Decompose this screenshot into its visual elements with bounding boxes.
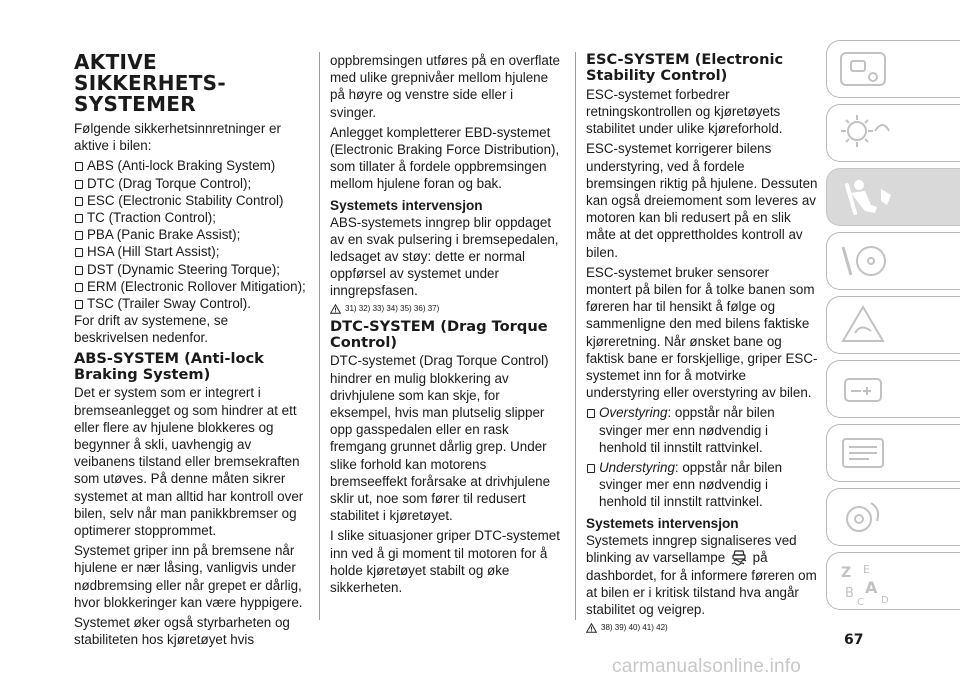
intro-text: Følgende sikkerhetsinnretninger er aktive i bilen: bbox=[74, 121, 281, 154]
column-divider bbox=[575, 52, 576, 620]
list-item: DST (Dynamic Steering Torque); bbox=[74, 261, 306, 278]
maintenance-icon bbox=[837, 367, 893, 411]
tab-dashboard-lights[interactable] bbox=[826, 104, 960, 162]
dtc-paragraph-2: I slike situasjoner griper DTC-systemet inn ved å gi moment til motoren for å holde kjøretøyet stabilt og øke sikkerheten. bbox=[330, 528, 560, 596]
safety-icon bbox=[837, 175, 897, 221]
column-2 bbox=[330, 52, 562, 599]
column-3 bbox=[586, 52, 818, 638]
intervention-paragraph: ABS-systemets inngrep blir oppdaget av en svak pulsering i bremsepedalen, ledsaget av støy: dette er normal oppførsel av systemet under inngrepsfasen. bbox=[330, 214, 559, 299]
intervention-heading: Systemets intervensjon bbox=[330, 197, 483, 213]
dtc-heading: DTC-SYSTEM (Drag Torque Control) bbox=[330, 317, 548, 352]
abs-paragraph-3: Systemet øker også styrbarheten og stabiliteten hos kjøretøyet hvis bbox=[74, 615, 290, 648]
tab-technical-data[interactable] bbox=[826, 424, 960, 482]
tab-emergency[interactable] bbox=[826, 296, 960, 354]
tab-starting-driving[interactable] bbox=[826, 232, 960, 290]
abs-paragraph-4: oppbremsingen utføres på en overflate med ulike grepnivåer mellom hjulene på høyre og venstre side eller i svinger. bbox=[330, 53, 561, 120]
warning-triangle-icon bbox=[330, 304, 341, 314]
dashboard-lights-icon bbox=[837, 111, 893, 155]
multimedia-icon bbox=[837, 495, 893, 539]
column-1 bbox=[74, 52, 306, 652]
tab-multimedia[interactable] bbox=[826, 488, 960, 546]
esc-paragraph-3: ESC-systemet bruker sensorer montert på bilen for å tolke banen som føreren har til hensikt å følge og sammenligne den med bilens faktiske kjøreretning. Når ønsket bane og faktisk bane er forskjellige, griper ESC-systemet inn for å motvirke understyring eller overstyring av bilen. bbox=[586, 264, 818, 401]
svg-text:E: E bbox=[863, 563, 870, 576]
svg-text:A: A bbox=[865, 578, 878, 597]
page-number: 67 bbox=[844, 632, 864, 648]
column-divider bbox=[319, 52, 320, 620]
technical-data-icon bbox=[837, 431, 893, 475]
list-item: TC (Traction Control); bbox=[74, 209, 306, 226]
oversteer-item: Overstyring: oppstår når bilen svinger mer enn nødvendig i henhold til innstilt rattvinkel. bbox=[586, 404, 818, 456]
tab-maintenance[interactable] bbox=[826, 360, 960, 418]
intervention-heading: Systemets intervensjon bbox=[586, 515, 739, 531]
list-item: ERM (Electronic Rollover Mitigation); bbox=[74, 278, 306, 295]
svg-text:B: B bbox=[845, 586, 854, 601]
tab-car-info[interactable] bbox=[826, 40, 960, 98]
car-info-icon bbox=[837, 47, 893, 91]
svg-text:D: D bbox=[881, 595, 889, 606]
systems-list bbox=[74, 157, 306, 312]
ebd-paragraph: Anlegget kompletterer EBD-systemet (Electronic Braking Force Distribution), som tillater å fordele oppbremsingen mellom hjulene foran og bak. bbox=[330, 124, 560, 192]
tab-safety[interactable] bbox=[826, 168, 960, 226]
esc-paragraph-1: ESC-systemet forbedrer retningskontrollen og kjøretøyets stabilitet under ulike kjøreforhold. bbox=[586, 86, 783, 137]
abs-paragraph-2: Systemet griper inn på bremsene når hjulene er nær låsing, vanligvis under nødbremsing eller når grepet er dårlig, hvor blokkeringer kan være hyppigere. bbox=[74, 543, 303, 610]
warning-triangle-icon bbox=[586, 623, 597, 633]
understeer-item: Understyring: oppstår når bilen svinger mer enn nødvendig i henhold til innstilt rattvinkel. bbox=[586, 459, 818, 511]
abs-heading: ABS-SYSTEM (Anti-lock Braking System) bbox=[74, 349, 264, 384]
footer-watermark: carmanualsonline.info bbox=[612, 656, 802, 677]
tab-index[interactable] bbox=[826, 552, 960, 610]
esc-paragraph-2: ESC-systemet korrigerer bilens understyring, ved å fordele bremsingen riktig på hjulene. Dessuten kan også dreiemoment som leveres av motoren kan bli redusert på en slik måte at det opprettholdes kontroll av bilen. bbox=[586, 141, 818, 260]
svg-text:C: C bbox=[857, 597, 864, 607]
list-item: DTC (Drag Torque Control); bbox=[74, 175, 306, 192]
index-icon bbox=[837, 559, 897, 607]
esc-intervention-paragraph: Systemets inngrep signaliseres ved blinking av varsellampe på dashbordet, for å informere føreren om at bilen er i kritisk tilstand hva angår stabilitet og veigrep. bbox=[586, 532, 817, 618]
dtc-paragraph-1: DTC-systemet (Drag Torque Control) hindrer en mulig blokkering av drivhjulene som kan skje, for eksempel, hvis man plutselig slipper opp gasspedalen eller en rask fremgang grunnet dårlig grep. Under slike forhold kan motorens bremseeffekt forårsake at drivhjulene sklir ut, noe som fører til redusert stabilitet i kjøretøyet. bbox=[330, 353, 551, 524]
list-item: ESC (Electronic Stability Control) bbox=[74, 192, 306, 209]
list-item: ABS (Anti-lock Braking System) bbox=[74, 157, 306, 174]
section-title: AKTIVE SIKKERHETS- SYSTEMER bbox=[74, 50, 226, 116]
outro-text: For drift av systemene, se beskrivelsen nedenfor. bbox=[74, 313, 229, 346]
list-item: HSA (Hill Start Assist); bbox=[74, 243, 306, 260]
esc-heading: ESC-SYSTEM (Electronic Stability Control) bbox=[586, 51, 784, 85]
starting-driving-icon bbox=[837, 239, 893, 283]
abs-paragraph-1: Det er system som er integrert i bremseanlegget og som hindrer at ett eller flere av hjulene blokkeres og begynner å skli, uavhengig av veibanens tilstand eller bremsekraften som utøves. På denne måten sikrer systemet at man alltid har kontroll over bilen, selv når man panikkbremser og optimerer stopprommet. bbox=[74, 385, 304, 539]
esc-warning-lamp-icon bbox=[731, 549, 747, 567]
list-item: TSC (Trailer Sway Control). bbox=[74, 295, 306, 312]
warning-references: 31) 32) 33) 34) 35) 36) 37) bbox=[330, 303, 562, 315]
list-item: PBA (Panic Brake Assist); bbox=[74, 226, 306, 243]
emergency-icon bbox=[837, 303, 893, 347]
svg-text:Z: Z bbox=[841, 565, 852, 581]
warning-references: 38) 39) 40) 41) 42) bbox=[586, 622, 818, 634]
